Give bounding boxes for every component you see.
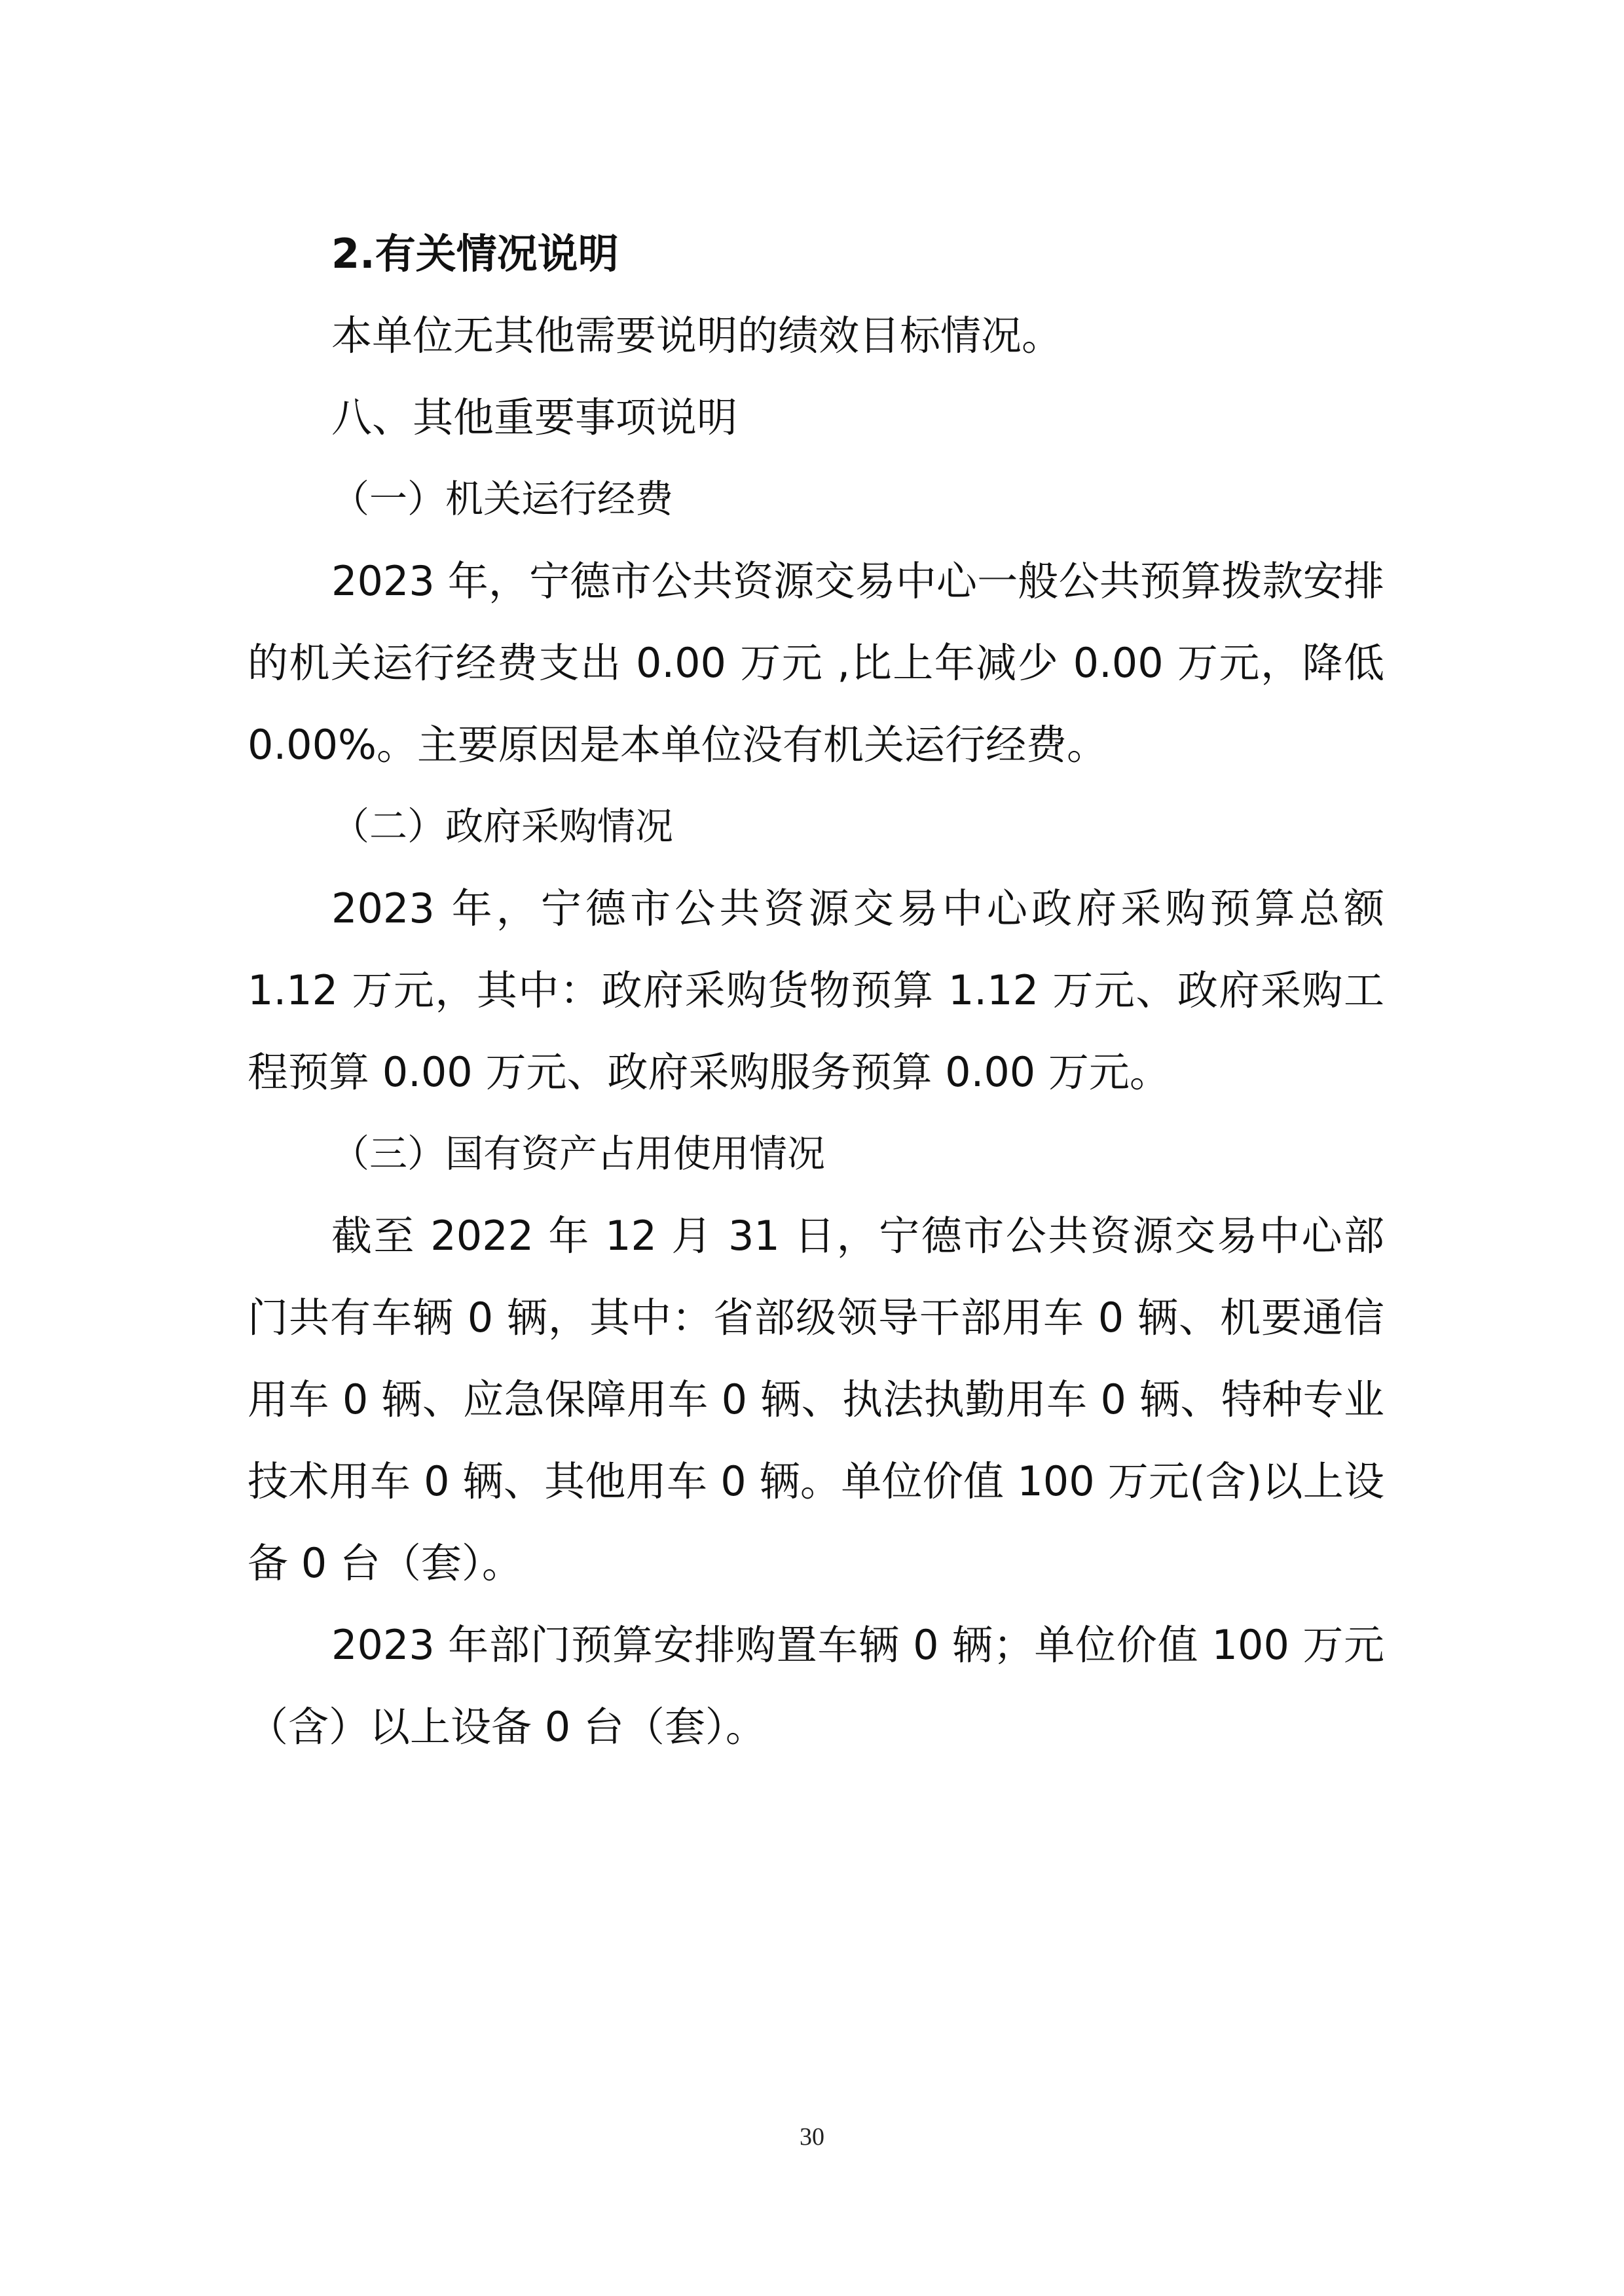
subheading-operating-expenses: （一）机关运行经费 bbox=[331, 477, 674, 521]
paragraph-government-procurement: 2023 年，宁德市公共资源交易中心政府采购预算总额 1.12 万元，其中：政府采购货物预算 1.12 万元、政府采购工程预算 0.00 万元、政府采购服务预算 0.00 万元。 bbox=[248, 884, 1384, 1096]
paragraph-performance-note: 本单位无其他需要说明的绩效目标情况。 bbox=[331, 312, 1063, 359]
section-heading-other-matters: 八、其他重要事项说明 bbox=[331, 393, 738, 441]
paragraph-operating-expenses: 2023 年，宁德市公共资源交易中心一般公共预算拨款安排的机关运行经费支出 0.00 万元 ,比上年减少 0.00 万元，降低 0.00%。主要原因是本单位没有机关运行经费。 bbox=[248, 557, 1384, 769]
subheading-government-procurement: （二）政府采购情况 bbox=[331, 804, 674, 848]
subheading-state-assets: （三）国有资产占用使用情况 bbox=[331, 1131, 826, 1176]
paragraph-vehicles-equipment: 截至 2022 年 12 月 31 日，宁德市公共资源交易中心部门共有车辆 0 辆，其中：省部级领导干部用车 0 辆、机要通信用车 0 辆、应急保障用车 0 辆、执法执勤用车 0 辆、特种专业技术用车 0 辆、其他用车 0 辆。单位价值 100 万元(含)以上设备 0 台（套）。 bbox=[248, 1212, 1384, 1587]
page-number: 30 bbox=[800, 2123, 824, 2151]
document-body bbox=[248, 213, 1384, 1768]
section-heading-related-notes: 2.有关情况说明 bbox=[331, 230, 619, 278]
paragraph-budget-purchases: 2023 年部门预算安排购置车辆 0 辆；单位价值 100 万元（含）以上设备 0 台（套）。 bbox=[248, 1621, 1384, 1751]
